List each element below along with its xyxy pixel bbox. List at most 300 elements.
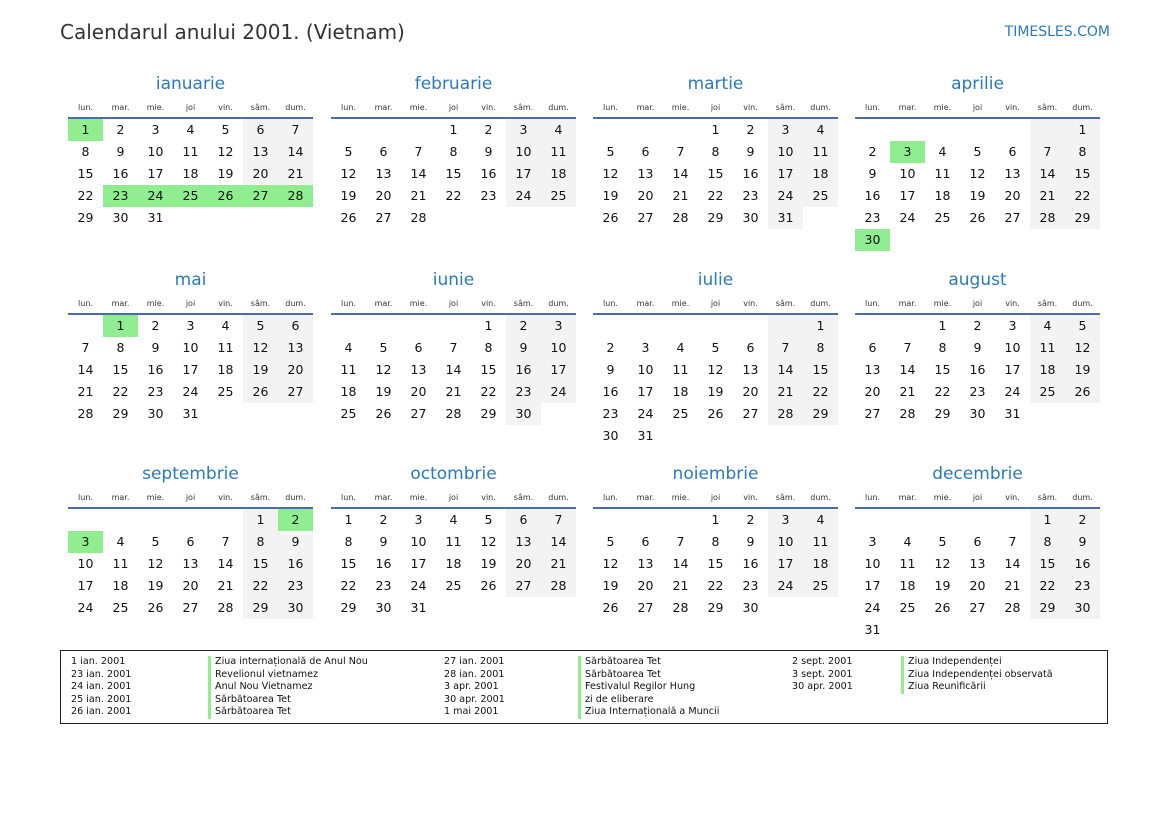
day-cell: 22 — [707, 578, 724, 593]
weekday-label: vin. — [218, 493, 233, 502]
weekday-label: vin. — [1005, 103, 1020, 112]
day-cell: 24 — [864, 600, 881, 615]
day-cell: 6 — [1008, 144, 1017, 159]
weekday-label: vin. — [743, 299, 758, 308]
week-row — [593, 337, 838, 359]
week-row — [593, 381, 838, 403]
weekday-label: dum. — [1072, 493, 1093, 502]
weekday-label: mar. — [636, 299, 655, 308]
weekday-label: sâm. — [250, 299, 271, 308]
day-cell: 1 — [803, 315, 838, 337]
weekday-label: sâm. — [513, 493, 534, 502]
day-cell: 27 — [243, 185, 278, 207]
day-cell: 30 — [278, 597, 313, 619]
day-cell: 17 — [77, 578, 94, 593]
day-cell: 4 — [803, 119, 838, 141]
day-cell: 28 — [278, 185, 313, 207]
month-noiembrie — [593, 463, 838, 619]
month-title: august — [948, 270, 1007, 290]
day-cell: 27 — [742, 406, 759, 421]
day-cell: 24 — [1004, 384, 1021, 399]
day-cell: 4 — [221, 318, 230, 333]
day-cell: 14 — [1004, 556, 1021, 571]
week-row — [855, 575, 1100, 597]
day-blank — [890, 315, 925, 337]
day-cell: 24 — [541, 381, 576, 403]
day-cell: 28 — [768, 403, 803, 425]
day-cell: 25 — [340, 406, 357, 421]
day-cell: 11 — [934, 166, 951, 181]
week-row — [593, 207, 838, 229]
day-cell: 10 — [147, 144, 164, 159]
week-row — [68, 381, 313, 403]
day-cell: 24 — [637, 406, 654, 421]
day-cell: 7 — [449, 340, 458, 355]
day-cell: 8 — [81, 144, 90, 159]
day-cell: 7 — [903, 340, 912, 355]
day-cell: 22 — [480, 384, 497, 399]
day-cell: 17 — [637, 384, 654, 399]
day-cell: 13 — [182, 556, 199, 571]
day-cell: 19 — [480, 556, 497, 571]
legend-holiday-name: Ziua Independenței observată — [901, 669, 1053, 682]
brand-link[interactable]: TIMESLES.COM — [1004, 24, 1110, 40]
day-cell: 18 — [803, 163, 838, 185]
month-title: martie — [687, 74, 744, 94]
day-cell: 16 — [742, 556, 759, 571]
day-cell: 26 — [602, 600, 619, 615]
day-cell: 2 — [1065, 509, 1100, 531]
day-blank — [208, 509, 243, 531]
legend-date: 3 sept. 2001 — [792, 668, 853, 680]
day-cell: 8 — [116, 340, 125, 355]
day-cell: 3 — [506, 119, 541, 141]
weekday-label: dum. — [548, 103, 569, 112]
day-cell: 29 — [77, 210, 94, 225]
weekday-header — [855, 297, 1100, 311]
day-cell: 15 — [480, 362, 497, 377]
day-cell: 22 — [1030, 575, 1065, 597]
day-cell: 3 — [868, 534, 877, 549]
day-cell: 24 — [77, 600, 94, 615]
weekday-header — [593, 101, 838, 115]
month-title: ianuarie — [155, 74, 226, 94]
day-cell: 24 — [182, 384, 199, 399]
weekday-label: vin. — [218, 299, 233, 308]
day-cell: 28 — [77, 406, 94, 421]
weekday-header — [331, 101, 576, 115]
weekday-label: sâm. — [775, 103, 796, 112]
day-cell: 18 — [217, 362, 234, 377]
day-cell: 22 — [243, 575, 278, 597]
day-cell: 15 — [1030, 553, 1065, 575]
day-cell: 23 — [602, 406, 619, 421]
day-cell: 6 — [641, 144, 650, 159]
day-cell: 13 — [637, 166, 654, 181]
day-blank — [173, 509, 208, 531]
day-blank — [663, 315, 698, 337]
week-row — [593, 531, 838, 553]
day-cell: 8 — [449, 144, 458, 159]
day-cell: 27 — [864, 406, 881, 421]
day-cell: 17 — [864, 578, 881, 593]
day-cell: 17 — [410, 556, 427, 571]
weekday-label: mie. — [671, 103, 690, 112]
week-row — [593, 597, 838, 619]
day-cell: 6 — [278, 315, 313, 337]
day-cell: 22 — [77, 188, 94, 203]
weekday-label: vin. — [481, 103, 496, 112]
legend-dates-col-1 — [71, 656, 131, 719]
day-cell: 8 — [711, 534, 720, 549]
legend-dates-col-3 — [792, 656, 853, 694]
day-cell: 15 — [707, 556, 724, 571]
day-cell: 31 — [864, 622, 881, 637]
weekday-header — [855, 101, 1100, 115]
legend-holiday-name: Festivalul Regilor Hung — [578, 681, 719, 694]
day-cell: 15 — [707, 166, 724, 181]
day-blank — [331, 315, 366, 337]
week-row — [331, 597, 576, 619]
weekday-label: mar. — [111, 493, 130, 502]
day-cell: 9 — [379, 534, 388, 549]
day-cell: 29 — [1030, 597, 1065, 619]
day-cell: 1 — [711, 512, 720, 527]
day-blank — [890, 509, 925, 531]
legend-holiday-name: Sărbătoarea Tet — [578, 656, 719, 669]
day-cell: 19 — [969, 188, 986, 203]
day-cell: 30 — [147, 406, 164, 421]
day-cell: 1 — [711, 122, 720, 137]
day-cell: 9 — [973, 340, 982, 355]
day-cell: 13 — [410, 362, 427, 377]
day-cell: 6 — [641, 534, 650, 549]
day-cell: 21 — [77, 384, 94, 399]
day-cell: 10 — [899, 166, 916, 181]
day-blank — [593, 119, 628, 141]
day-cell: 13 — [243, 141, 278, 163]
day-cell: 22 — [1065, 185, 1100, 207]
day-cell: 4 — [449, 512, 458, 527]
day-blank — [68, 315, 103, 337]
day-cell: 29 — [1065, 207, 1100, 229]
day-blank — [960, 509, 995, 531]
day-cell: 17 — [147, 166, 164, 181]
day-cell: 29 — [707, 600, 724, 615]
day-cell: 28 — [1030, 207, 1065, 229]
day-cell: 26 — [243, 381, 278, 403]
day-cell: 14 — [217, 556, 234, 571]
day-cell: 8 — [803, 337, 838, 359]
legend-date: 24 ian. 2001 — [71, 681, 132, 693]
day-cell: 14 — [278, 141, 313, 163]
day-cell: 30 — [112, 210, 129, 225]
day-cell: 27 — [278, 381, 313, 403]
week-row — [593, 553, 838, 575]
day-cell: 22 — [445, 188, 462, 203]
day-cell: 20 — [375, 188, 392, 203]
day-cell: 14 — [899, 362, 916, 377]
day-cell: 18 — [541, 163, 576, 185]
day-cell: 30 — [742, 600, 759, 615]
day-cell: 31 — [182, 406, 199, 421]
day-cell: 24 — [768, 575, 803, 597]
day-cell: 20 — [1004, 188, 1021, 203]
day-blank — [436, 315, 471, 337]
day-cell: 19 — [602, 188, 619, 203]
day-cell: 25 — [217, 384, 234, 399]
day-cell: 12 — [707, 362, 724, 377]
day-cell: 30 — [506, 403, 541, 425]
week-row — [331, 315, 576, 337]
day-cell: 28 — [217, 600, 234, 615]
day-cell: 19 — [1065, 359, 1100, 381]
day-cell: 8 — [938, 340, 947, 355]
day-cell: 27 — [375, 210, 392, 225]
legend-dates-col-2 — [444, 656, 505, 719]
day-cell: 3 — [1008, 318, 1017, 333]
day-cell: 25 — [541, 185, 576, 207]
day-cell: 17 — [899, 188, 916, 203]
day-cell: 3 — [541, 315, 576, 337]
day-cell: 6 — [868, 340, 877, 355]
weekday-label: mie. — [146, 299, 165, 308]
day-cell: 3 — [768, 509, 803, 531]
week-row — [855, 619, 1100, 641]
day-cell: 18 — [1030, 359, 1065, 381]
day-cell: 4 — [1030, 315, 1065, 337]
day-cell: 7 — [676, 534, 685, 549]
weekday-header — [68, 101, 313, 115]
day-blank — [995, 119, 1030, 141]
weekday-label: dum. — [810, 493, 831, 502]
day-cell: 20 — [410, 384, 427, 399]
day-cell: 10 — [410, 534, 427, 549]
day-cell: 5 — [221, 122, 230, 137]
day-cell: 10 — [768, 141, 803, 163]
day-cell: 5 — [379, 340, 388, 355]
day-cell: 30 — [742, 210, 759, 225]
weekday-label: mie. — [146, 493, 165, 502]
weekday-label: sâm. — [775, 299, 796, 308]
day-cell: 12 — [340, 166, 357, 181]
legend-holiday-name: zi de eliberare — [578, 694, 719, 707]
day-cell: 11 — [541, 141, 576, 163]
legend-date: 26 ian. 2001 — [71, 706, 132, 718]
day-cell: 28 — [1004, 600, 1021, 615]
day-cell: 10 — [506, 141, 541, 163]
day-cell: 21 — [217, 578, 234, 593]
day-blank — [855, 315, 890, 337]
day-cell: 22 — [707, 188, 724, 203]
legend-date: 30 apr. 2001 — [792, 681, 853, 693]
weekday-label: lun. — [603, 493, 618, 502]
week-row — [855, 553, 1100, 575]
weekday-label: sâm. — [1037, 103, 1058, 112]
day-cell: 2 — [973, 318, 982, 333]
day-cell: 15 — [1065, 163, 1100, 185]
day-cell: 26 — [375, 406, 392, 421]
day-blank — [663, 509, 698, 531]
page-title: Calendarul anului 2001. (Vietnam) — [60, 20, 405, 44]
legend-holiday-name: Sărbătoarea Tet — [208, 694, 368, 707]
week-row — [855, 141, 1100, 163]
week-row — [68, 207, 313, 229]
day-cell: 20 — [969, 578, 986, 593]
month-decembrie — [855, 463, 1100, 641]
week-row — [331, 381, 576, 403]
weekday-label: dum. — [810, 103, 831, 112]
week-row — [855, 185, 1100, 207]
weekday-label: mar. — [636, 103, 655, 112]
day-blank — [628, 315, 663, 337]
day-cell: 9 — [746, 534, 755, 549]
day-cell: 2 — [151, 318, 160, 333]
day-cell: 12 — [602, 556, 619, 571]
day-cell: 25 — [173, 185, 208, 207]
day-cell: 4 — [186, 122, 195, 137]
day-cell: 2 — [116, 122, 125, 137]
day-cell: 26 — [480, 578, 497, 593]
week-row — [855, 509, 1100, 531]
day-cell: 30 — [375, 600, 392, 615]
day-cell: 16 — [864, 188, 881, 203]
day-cell: 17 — [541, 359, 576, 381]
legend-holiday-name: Ziua Reunificării — [901, 681, 1053, 694]
weekday-label: sâm. — [1037, 299, 1058, 308]
week-row — [593, 575, 838, 597]
day-cell: 29 — [480, 406, 497, 421]
month-august — [855, 269, 1100, 425]
week-row — [593, 359, 838, 381]
day-cell: 9 — [506, 337, 541, 359]
weekday-label: joi — [710, 299, 721, 308]
day-cell: 12 — [602, 166, 619, 181]
day-cell: 22 — [340, 578, 357, 593]
day-cell: 9 — [868, 166, 877, 181]
week-row — [593, 403, 838, 425]
day-cell: 2 — [278, 509, 313, 531]
day-cell: 12 — [217, 144, 234, 159]
day-cell: 21 — [445, 384, 462, 399]
day-cell: 26 — [969, 210, 986, 225]
day-cell: 19 — [147, 578, 164, 593]
week-row — [331, 403, 576, 425]
day-cell: 28 — [541, 575, 576, 597]
day-cell: 2 — [746, 122, 755, 137]
day-blank — [366, 119, 401, 141]
day-cell: 25 — [803, 185, 838, 207]
day-cell: 7 — [81, 340, 90, 355]
legend-holiday-name: Anul Nou Vietnamez — [208, 681, 368, 694]
weekday-label: dum. — [285, 493, 306, 502]
week-row — [855, 163, 1100, 185]
month-title: octombrie — [410, 464, 497, 484]
day-cell: 11 — [340, 362, 357, 377]
day-cell: 18 — [672, 384, 689, 399]
day-cell: 1 — [1030, 509, 1065, 531]
week-row — [68, 141, 313, 163]
weekday-label: vin. — [218, 103, 233, 112]
day-cell: 7 — [414, 144, 423, 159]
weekday-label: joi — [185, 299, 196, 308]
weekday-label: lun. — [78, 493, 93, 502]
day-cell: 27 — [1004, 210, 1021, 225]
day-cell: 11 — [445, 534, 462, 549]
day-cell: 6 — [243, 119, 278, 141]
day-cell: 26 — [340, 210, 357, 225]
day-cell: 18 — [445, 556, 462, 571]
day-cell: 10 — [768, 531, 803, 553]
day-cell: 22 — [803, 381, 838, 403]
week-row — [331, 337, 576, 359]
day-cell: 21 — [278, 163, 313, 185]
day-cell: 9 — [116, 144, 125, 159]
day-blank — [890, 119, 925, 141]
week-row — [855, 381, 1100, 403]
day-cell: 27 — [969, 600, 986, 615]
day-cell: 30 — [602, 428, 619, 443]
month-title: noiembrie — [672, 464, 759, 484]
weekday-label: mar. — [636, 493, 655, 502]
day-cell: 6 — [973, 534, 982, 549]
day-cell: 20 — [182, 578, 199, 593]
day-cell: 14 — [672, 166, 689, 181]
day-cell: 25 — [672, 406, 689, 421]
day-cell: 11 — [672, 362, 689, 377]
day-cell: 12 — [375, 362, 392, 377]
weekday-label: vin. — [1005, 493, 1020, 502]
day-cell: 4 — [803, 509, 838, 531]
day-cell: 29 — [707, 210, 724, 225]
weekday-label: lun. — [78, 103, 93, 112]
day-cell: 5 — [1065, 315, 1100, 337]
day-cell: 20 — [864, 384, 881, 399]
week-row — [855, 119, 1100, 141]
weekday-label: lun. — [603, 103, 618, 112]
week-row — [68, 575, 313, 597]
legend-holiday-name: Sărbătoarea Tet — [578, 669, 719, 682]
day-cell: 26 — [602, 210, 619, 225]
day-cell: 2 — [868, 144, 877, 159]
day-cell: 11 — [803, 141, 838, 163]
day-cell: 4 — [116, 534, 125, 549]
day-blank — [995, 509, 1030, 531]
weekday-header — [593, 297, 838, 311]
weekday-label: joi — [448, 103, 459, 112]
weekday-label: mie. — [409, 299, 428, 308]
day-cell: 15 — [445, 166, 462, 181]
holiday-legend — [60, 650, 1108, 724]
day-cell: 15 — [803, 359, 838, 381]
day-cell: 16 — [480, 166, 497, 181]
week-row — [331, 207, 576, 229]
weekday-label: mie. — [409, 493, 428, 502]
day-cell: 17 — [1004, 362, 1021, 377]
day-cell: 13 — [637, 556, 654, 571]
day-cell: 24 — [138, 185, 173, 207]
day-cell: 16 — [742, 166, 759, 181]
legend-date: 23 ian. 2001 — [71, 668, 132, 680]
day-cell: 1 — [449, 122, 458, 137]
weekday-header — [855, 491, 1100, 505]
week-row — [331, 509, 576, 531]
day-cell: 6 — [414, 340, 423, 355]
weekday-header — [68, 491, 313, 505]
day-cell: 15 — [934, 362, 951, 377]
month-title: septembrie — [142, 464, 239, 484]
day-cell: 26 — [934, 600, 951, 615]
